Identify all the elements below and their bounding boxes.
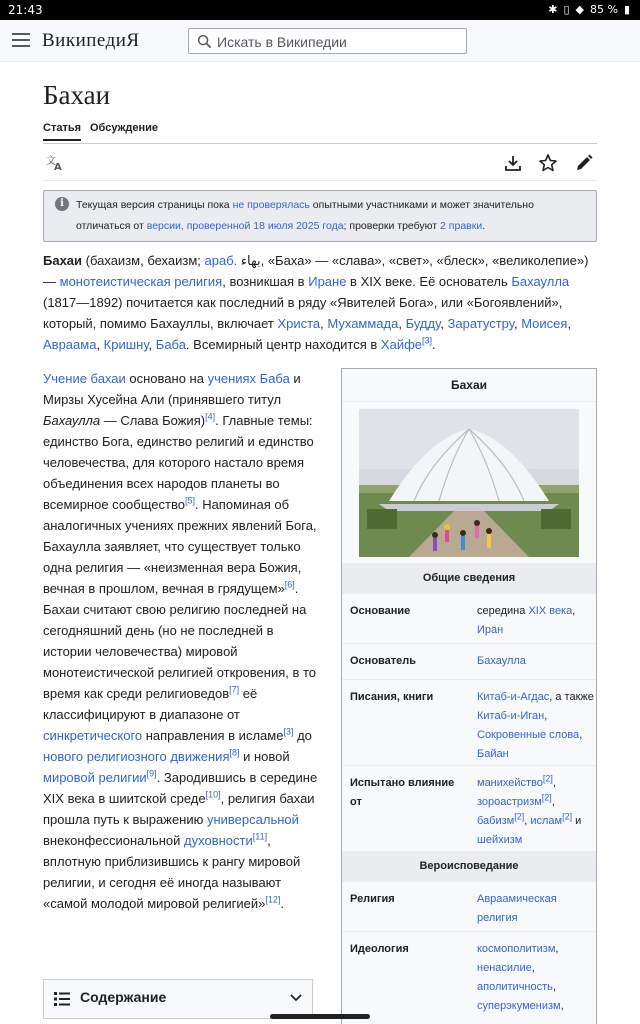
tab-article[interactable]: Статья bbox=[43, 122, 81, 141]
search-placeholder: Искать в Википедии bbox=[217, 34, 347, 50]
link-hidden-words[interactable]: Сокровенные слова bbox=[477, 729, 580, 741]
infobox-row-influence bbox=[342, 765, 596, 851]
body-text: её классифицируют в диапазоне от bbox=[43, 686, 258, 722]
link-christ[interactable]: Христа bbox=[277, 316, 321, 331]
vibrate-icon: ▯ bbox=[563, 3, 570, 16]
menu-icon[interactable] bbox=[12, 33, 30, 47]
infobox bbox=[341, 368, 597, 1024]
link-islam[interactable]: ислам bbox=[530, 815, 563, 827]
infobox-label: Основатель bbox=[350, 655, 417, 667]
body-paragraph bbox=[43, 368, 319, 914]
bluetooth-icon: ✱ bbox=[548, 3, 558, 16]
link-nonviolence[interactable]: ненасилие bbox=[477, 962, 532, 974]
infobox-section-denomination: Вероисповедание bbox=[342, 851, 596, 881]
body-text: — Слава Божия) bbox=[100, 413, 206, 428]
link-shaykhism[interactable]: шейхизм bbox=[477, 834, 523, 846]
body-text: . Бахаи считают свою религию последней на сегодняшний день (но не последней в истории человечества) мировой монотеистической религией откровения, в то время как среди религиоведов bbox=[43, 581, 317, 701]
info-icon: i bbox=[55, 197, 69, 211]
search-input[interactable] bbox=[188, 28, 467, 54]
ref-link[interactable]: [9] bbox=[146, 768, 157, 779]
body-text: , религия бахаи прошла путь к выражению bbox=[43, 791, 315, 827]
infobox-section-general: Общие сведения bbox=[342, 563, 596, 593]
battery-percent: 85 % bbox=[589, 3, 618, 16]
ref-link[interactable]: [4] bbox=[205, 411, 216, 422]
ref-link[interactable]: [2] bbox=[541, 792, 552, 803]
infobox-label: Испытано влияние от bbox=[350, 777, 455, 808]
body-text: . Зародившись в середине XIX века в шиитской среде bbox=[43, 770, 318, 806]
tab-talk[interactable]: Обсуждение bbox=[90, 122, 158, 134]
notice-text: . bbox=[482, 220, 486, 232]
contents-toggle[interactable] bbox=[43, 979, 313, 1019]
ref-link[interactable]: [8] bbox=[229, 747, 240, 758]
search-icon bbox=[197, 34, 212, 49]
infobox-label: Религия bbox=[350, 893, 395, 905]
ref-link[interactable]: [11] bbox=[252, 831, 268, 842]
link-arabic[interactable]: араб. bbox=[204, 253, 238, 268]
link-spirituality[interactable]: духовности bbox=[184, 833, 253, 848]
ref-link[interactable]: [2] bbox=[562, 811, 573, 822]
infobox-value: космополитизм, ненасилие, аполитичность, суперэкуменизм, bbox=[477, 943, 564, 1012]
link-bahaullah[interactable]: Бахаулла bbox=[511, 274, 570, 289]
link-iran[interactable]: Иране bbox=[308, 274, 347, 289]
list-icon bbox=[54, 992, 70, 1006]
link-manichaeism[interactable]: манихейство bbox=[477, 777, 543, 789]
link-bab[interactable]: Баба bbox=[155, 337, 186, 352]
body-italic: Бахаулла bbox=[43, 413, 101, 428]
edit-pencil-icon[interactable] bbox=[574, 153, 594, 173]
infobox-value bbox=[477, 602, 595, 640]
body-text: направления в исламе bbox=[142, 728, 284, 743]
infobox-row-ideology bbox=[342, 931, 596, 1024]
link-krishna[interactable]: Кришну bbox=[103, 337, 149, 352]
svg-text:文: 文 bbox=[46, 156, 56, 167]
body-text: . bbox=[280, 896, 285, 911]
download-icon[interactable] bbox=[503, 153, 523, 173]
link-19th-century[interactable]: XIX века bbox=[528, 605, 573, 617]
lead-text: в XIX веке. Её основатель bbox=[346, 274, 512, 289]
lotus-temple-image[interactable] bbox=[359, 409, 579, 557]
notice-text: опытными участниками и может значительно отличаться от bbox=[76, 199, 534, 232]
body-text: основано на bbox=[125, 371, 208, 386]
infobox-value bbox=[477, 890, 595, 928]
link-iran-infobox[interactable]: Иран bbox=[477, 624, 504, 636]
infobox-row-scripture bbox=[342, 679, 596, 765]
link-bayan[interactable]: Байан bbox=[477, 748, 509, 760]
link-moses[interactable]: Моисея bbox=[521, 316, 568, 331]
ref-link[interactable]: [7] bbox=[229, 684, 240, 695]
infobox-label: Основание bbox=[350, 605, 411, 617]
ref-link[interactable]: [2] bbox=[514, 811, 525, 822]
body-text: . Напоминая об аналогичных учениях прежних явлений Бога, Бахаулла заявляет, что существует только одна религия — «неизменная вера Божия, вечная в прошлом, вечная в грядущем» bbox=[43, 497, 317, 596]
link-apoliticism[interactable]: аполитичность bbox=[477, 981, 553, 993]
link-bab-teachings[interactable]: учениях Баба bbox=[207, 371, 290, 386]
infobox-label: Идеология bbox=[350, 943, 409, 955]
status-time: 21:43 bbox=[8, 3, 43, 17]
link-new-religious-movement[interactable]: нового религиозного движения bbox=[43, 749, 230, 764]
site-header bbox=[0, 20, 640, 62]
status-bar bbox=[0, 0, 640, 20]
link-zarathustra[interactable]: Заратустру bbox=[447, 316, 514, 331]
infobox-text: и bbox=[572, 815, 582, 827]
ref-link[interactable]: [12] bbox=[265, 894, 281, 905]
ref-link[interactable]: [2] bbox=[542, 773, 553, 784]
link-superecumenism[interactable]: суперэкуменизм bbox=[477, 1000, 561, 1012]
language-icon[interactable] bbox=[45, 153, 65, 173]
notice-text: ; проверки требуют bbox=[343, 220, 441, 232]
infobox-value bbox=[477, 652, 595, 671]
link-abrahamic[interactable]: Авраамическая религия bbox=[477, 893, 557, 924]
body-text: внеконфессиональной bbox=[43, 833, 185, 848]
lead-text: (бахаизм, бехаизм; bbox=[82, 253, 205, 268]
page-tabs bbox=[43, 120, 597, 144]
body-text: , вплотную приблизившись к рангу мировой религии, и сегодня её иногда называют «самой молодой мировой религией» bbox=[43, 833, 301, 911]
lead-text: . Всемирный центр находится в bbox=[185, 337, 381, 352]
svg-text:A: A bbox=[54, 162, 62, 173]
link-syncretic[interactable]: синкретического bbox=[43, 728, 143, 743]
link-monotheistic[interactable]: монотеистическая религия bbox=[59, 274, 223, 289]
link-teaching[interactable]: Учение бахаи bbox=[43, 371, 126, 386]
ref-link[interactable]: [5] bbox=[184, 495, 195, 506]
infobox-row-founding bbox=[342, 593, 596, 643]
watch-star-icon[interactable] bbox=[538, 153, 558, 173]
link-universal[interactable]: универсальной bbox=[206, 812, 299, 827]
link-haifa[interactable]: Хайфе bbox=[380, 337, 423, 352]
infobox-row-founder bbox=[342, 643, 596, 679]
contents-label: Содержание bbox=[80, 989, 167, 1005]
body-text: и новой bbox=[239, 749, 290, 764]
ref-link[interactable]: [3] bbox=[283, 726, 294, 737]
infobox-text: середина bbox=[477, 605, 529, 617]
page-toolbar bbox=[43, 145, 597, 181]
link-abraham[interactable]: Авраама bbox=[43, 337, 97, 352]
notice-link-unreviewed[interactable]: не проверялась bbox=[232, 199, 310, 211]
body-text: . Главные темы: единство Бога, единство религий и единство человечества, для которого настало время объединения всех народов планеты во всемирное сообщество bbox=[43, 413, 314, 512]
notice-text: Текущая версия страницы пока bbox=[76, 199, 233, 211]
infobox-row-religion bbox=[342, 881, 596, 931]
status-icons bbox=[548, 3, 630, 16]
link-babism[interactable]: бабизм bbox=[477, 815, 515, 827]
body-text: и Мирзы Хусейна Али (принявшего титул bbox=[43, 371, 301, 407]
link-kitab-i-aqdas[interactable]: Китаб-и-Агдас bbox=[477, 691, 550, 703]
ref-link[interactable]: [10] bbox=[205, 789, 221, 800]
infobox-text: , а также bbox=[549, 691, 594, 703]
link-buddha[interactable]: Будду bbox=[405, 316, 441, 331]
notice-link-edits[interactable]: 2 правки bbox=[440, 220, 483, 232]
link-kitab-i-iqan[interactable]: Китаб-и-Иган bbox=[477, 710, 545, 722]
page-title: Бахаи bbox=[43, 80, 111, 110]
infobox-label: Писания, книги bbox=[350, 691, 434, 703]
battery-icon: ▮ bbox=[623, 3, 630, 16]
infobox-value: Китаб-и-Агдас, а также Китаб-и-Иган, Сокровенные слова, Байан bbox=[477, 691, 594, 760]
link-founder[interactable]: Бахаулла bbox=[477, 655, 526, 667]
ref-link[interactable]: [6] bbox=[284, 579, 295, 590]
lead-text: بهاء‎, «Баха» — «слава», «свет», «блеск», «великолепие») — bbox=[43, 253, 589, 289]
lead-text: , возникшая в bbox=[222, 274, 309, 289]
ref-link[interactable]: [3] bbox=[422, 335, 433, 346]
chevron-down-icon bbox=[290, 994, 302, 1002]
unreviewed-notice bbox=[43, 190, 597, 242]
link-muhammad[interactable]: Мухаммада bbox=[327, 316, 399, 331]
lead-text: (1817—1892) почитается как последний в ряду «Явителей Бога», или «Богоявлений», который, помимо Бахауллы, включает bbox=[43, 295, 563, 331]
notice-link-version[interactable]: версии, проверенной 18 июля 2025 года bbox=[146, 220, 344, 232]
lead-paragraph: Бахаи (бахаизм, бехаизм; араб. بهاء‎, «Баха» — «слава», «свет», «блеск», «великолепие») — монотеистическая религия, возникшая в Иране в XIX веке. Её основатель Бахаулла (1817—1892) почитается как последний в ряду «Явителей Бога», или «Богоявлений», который, помимо Бахауллы, включает Христа, Мухаммада, Будду, Заратустру, Моисея, Авраама, Кришну, Баба. Всемирный центр находится в Хайфе[3]. bbox=[43, 253, 589, 352]
infobox-text: , bbox=[572, 605, 576, 617]
wikipedia-logo[interactable]: ВикипедиЯ bbox=[42, 30, 140, 51]
lead-text: . bbox=[432, 337, 436, 352]
infobox-value: манихейство[2], зороастризм[2], бабизм[2], ислам[2] и шейхизм bbox=[477, 773, 582, 846]
infobox-title: Бахаи bbox=[342, 369, 596, 402]
link-cosmopolitanism[interactable]: космополитизм bbox=[477, 943, 556, 955]
link-zoroastrianism[interactable]: зороастризм bbox=[477, 796, 542, 808]
link-world-religion[interactable]: мировой религии bbox=[43, 770, 147, 785]
body-text: до bbox=[293, 728, 312, 743]
wifi-icon: ◆ bbox=[575, 3, 584, 16]
gesture-nav-bar[interactable] bbox=[270, 1014, 370, 1019]
lead-term: Бахаи bbox=[43, 253, 83, 268]
